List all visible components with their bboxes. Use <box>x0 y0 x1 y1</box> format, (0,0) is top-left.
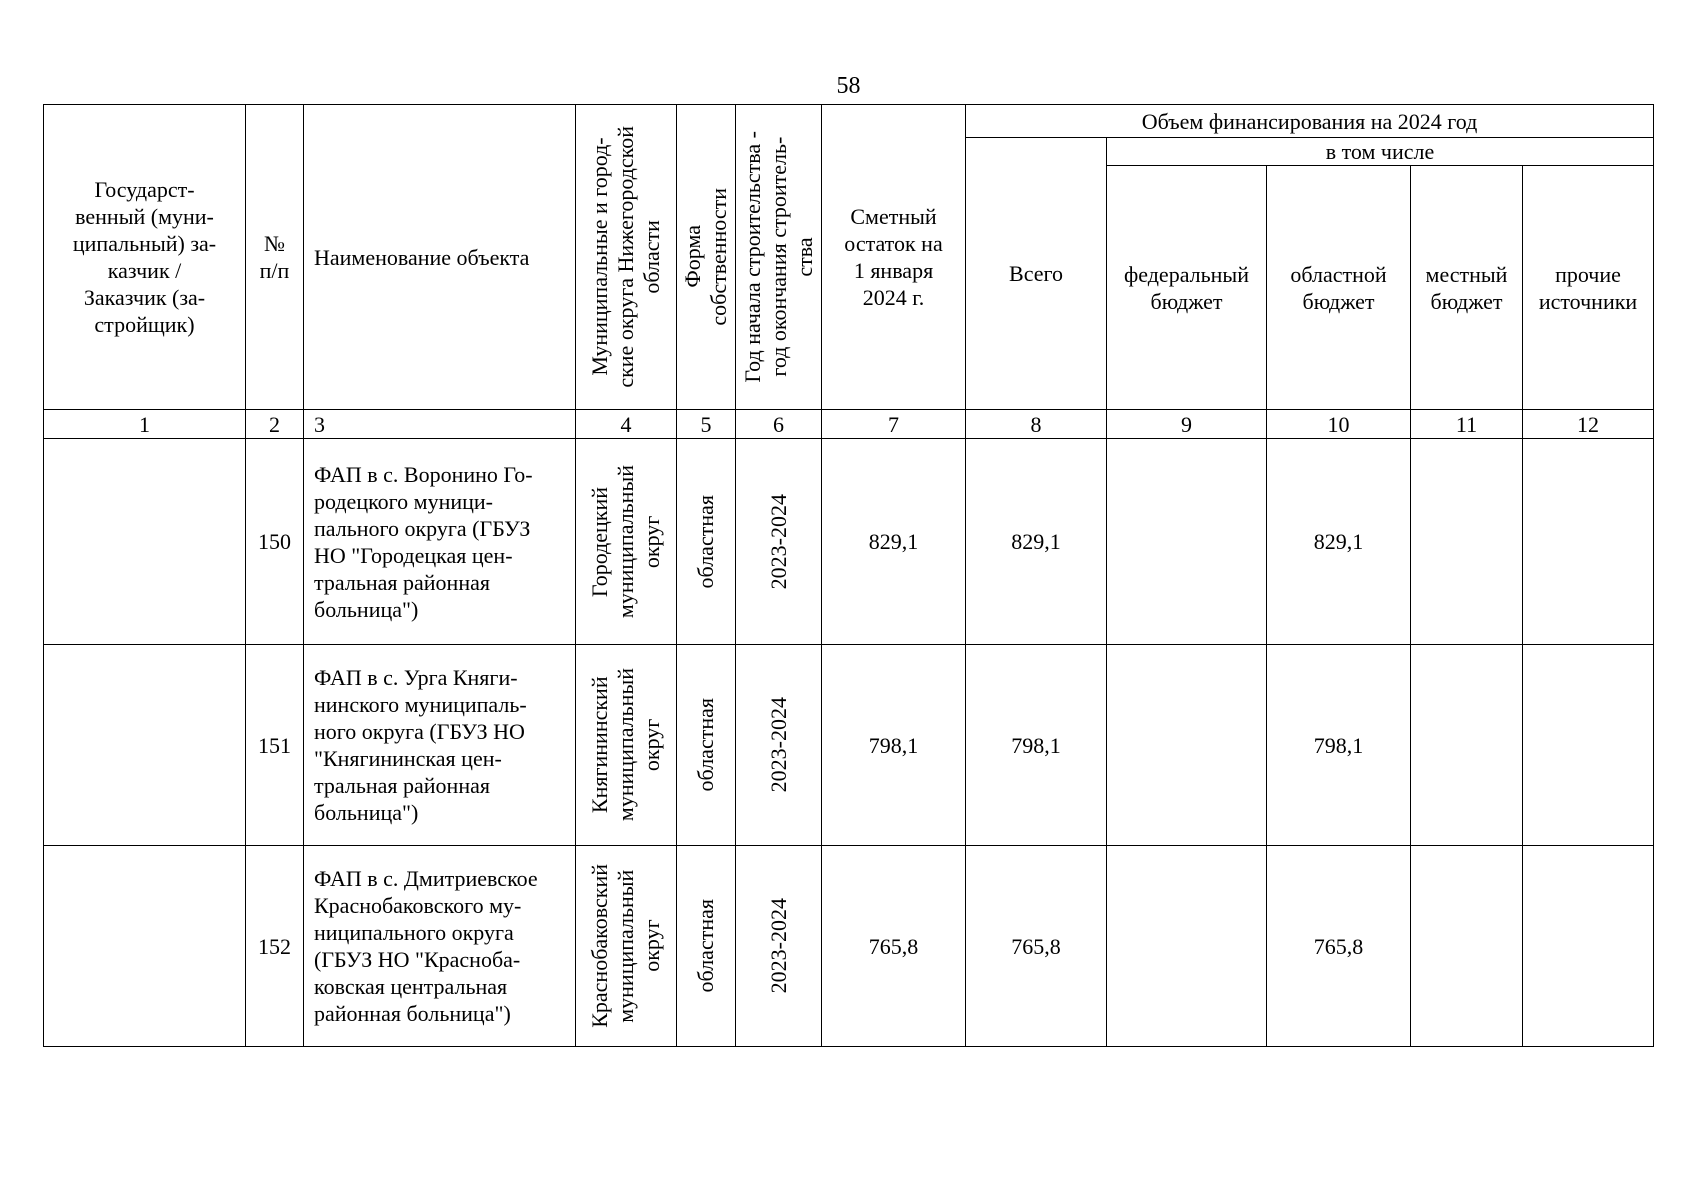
row-number: 151 <box>246 645 304 846</box>
column-number: 2 <box>246 410 304 439</box>
row-balance: 829,1 <box>822 439 966 645</box>
header-ownership: Форма собственности <box>677 105 736 410</box>
column-number: 10 <box>1267 410 1411 439</box>
header-total: Всего <box>966 138 1107 410</box>
row-local <box>1411 846 1523 1047</box>
row-object-name: ФАП в с. Урга Княги- нинского муниципаль- ного округа (ГБУЗ НО "Княгининская цен- тральная районная больница") <box>304 645 576 846</box>
header-including: в том числе <box>1107 138 1654 166</box>
row-total: 765,8 <box>966 846 1107 1047</box>
header-object-name: Наименование объекта <box>304 105 576 410</box>
header-federal: федеральный бюджет <box>1107 166 1267 410</box>
row-balance: 765,8 <box>822 846 966 1047</box>
page-number: 58 <box>836 73 861 99</box>
row-customer <box>44 846 246 1047</box>
row-customer <box>44 645 246 846</box>
header-regional: областной бюджет <box>1267 166 1411 410</box>
row-federal <box>1107 439 1267 645</box>
row-years: 2023-2024 <box>736 846 822 1047</box>
header-district: Муниципальные и город- ские округа Нижегородской области <box>576 105 677 410</box>
financing-table <box>43 104 1654 1047</box>
column-number: 4 <box>576 410 677 439</box>
column-number: 5 <box>677 410 736 439</box>
header-customer: Государст- венный (муни- ципальный) за- казчик / Заказчик (за- стройщик) <box>44 105 246 410</box>
row-object-name: ФАП в с. Воронино Го- родецкого муници- пального округа (ГБУЗ НО "Городецкая цен- тральная районная больница") <box>304 439 576 645</box>
row-years: 2023-2024 <box>736 645 822 846</box>
table-row <box>44 846 1654 1047</box>
row-balance: 798,1 <box>822 645 966 846</box>
header-years: Год начала строительства - год окончания строитель- ства <box>736 105 822 410</box>
row-district: Княгининский муниципальный округ <box>576 645 677 846</box>
row-local <box>1411 645 1523 846</box>
header-number: № п/п <box>246 105 304 410</box>
header-local: местный бюджет <box>1411 166 1523 410</box>
column-number: 1 <box>44 410 246 439</box>
row-customer <box>44 439 246 645</box>
column-number: 8 <box>966 410 1107 439</box>
row-ownership: областная <box>677 645 736 846</box>
row-ownership: областная <box>677 439 736 645</box>
header-other: прочие источники <box>1523 166 1654 410</box>
row-district: Городецкий муниципальный округ <box>576 439 677 645</box>
table-row <box>44 645 1654 846</box>
row-number: 150 <box>246 439 304 645</box>
row-regional: 829,1 <box>1267 439 1411 645</box>
row-district: Краснобаковский муниципальный округ <box>576 846 677 1047</box>
row-other <box>1523 645 1654 846</box>
row-local <box>1411 439 1523 645</box>
column-number: 12 <box>1523 410 1654 439</box>
row-years: 2023-2024 <box>736 439 822 645</box>
table-row <box>44 439 1654 645</box>
row-other <box>1523 846 1654 1047</box>
row-object-name: ФАП в с. Дмитриевское Краснобаковского му- ниципального округа (ГБУЗ НО "Красноба- ковская центральная районная больница") <box>304 846 576 1047</box>
row-other <box>1523 439 1654 645</box>
row-federal <box>1107 645 1267 846</box>
column-number: 6 <box>736 410 822 439</box>
row-federal <box>1107 846 1267 1047</box>
row-number: 152 <box>246 846 304 1047</box>
header-financing: Объем финансирования на 2024 год <box>966 105 1654 138</box>
column-number: 7 <box>822 410 966 439</box>
column-number-row <box>44 410 1654 439</box>
row-total: 829,1 <box>966 439 1107 645</box>
row-total: 798,1 <box>966 645 1107 846</box>
row-regional: 798,1 <box>1267 645 1411 846</box>
column-number: 3 <box>304 410 576 439</box>
column-number: 9 <box>1107 410 1267 439</box>
header-balance: Сметный остаток на 1 января 2024 г. <box>822 105 966 410</box>
row-ownership: областная <box>677 846 736 1047</box>
column-number: 11 <box>1411 410 1523 439</box>
row-regional: 765,8 <box>1267 846 1411 1047</box>
